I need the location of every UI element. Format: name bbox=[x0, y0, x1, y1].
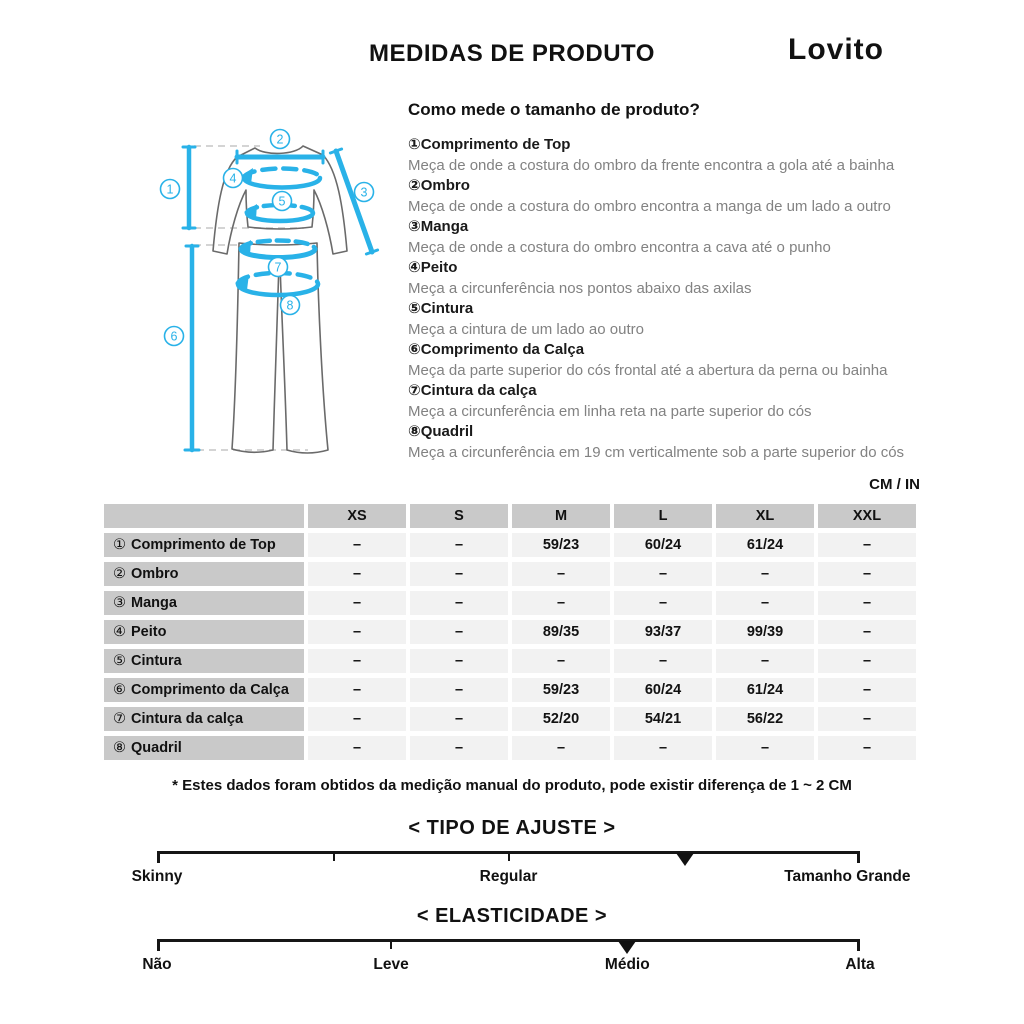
row-label: ② Ombro bbox=[104, 562, 304, 586]
diagram-number-1 bbox=[161, 180, 180, 199]
table-row bbox=[104, 562, 916, 586]
value-cell: – bbox=[308, 678, 406, 702]
measure-desc: Meça a circunferência nos pontos abaixo das axilas bbox=[408, 280, 752, 297]
value-cell: – bbox=[410, 649, 508, 673]
value-cell: 61/24 bbox=[716, 533, 814, 557]
fit-label-skinny: Skinny bbox=[131, 868, 183, 885]
value-cell: 89/35 bbox=[512, 620, 610, 644]
guide-item bbox=[408, 176, 948, 217]
size-table-header-row bbox=[104, 504, 916, 528]
value-cell: – bbox=[818, 736, 916, 760]
value-cell: – bbox=[512, 591, 610, 615]
row-label: ① Comprimento de Top bbox=[104, 533, 304, 557]
svg-text:1: 1 bbox=[166, 182, 174, 197]
diagram-number-5 bbox=[273, 192, 292, 211]
value-cell: – bbox=[818, 707, 916, 731]
value-cell: – bbox=[308, 591, 406, 615]
page-title: MEDIDAS DE PRODUTO bbox=[369, 40, 655, 67]
value-cell: 93/37 bbox=[614, 620, 712, 644]
value-cell: – bbox=[410, 591, 508, 615]
measure-guide bbox=[408, 99, 948, 463]
row-label: ⑦ Cintura da calça bbox=[104, 707, 304, 731]
svg-text:3: 3 bbox=[360, 185, 368, 200]
value-cell: – bbox=[308, 562, 406, 586]
value-cell: – bbox=[410, 678, 508, 702]
measure-line-sleeve bbox=[330, 149, 377, 254]
value-cell: – bbox=[818, 649, 916, 673]
measure-label: ④Peito bbox=[408, 259, 458, 276]
svg-text:8: 8 bbox=[286, 298, 294, 313]
value-cell: – bbox=[614, 736, 712, 760]
elasticity-scale-track bbox=[157, 939, 860, 942]
value-cell: 52/20 bbox=[512, 707, 610, 731]
measure-desc: Meça de onde a costura do ombro da frente encontra a gola até a bainha bbox=[408, 157, 895, 174]
elasticity-scale-endcap-left bbox=[157, 939, 160, 951]
guide-item bbox=[408, 217, 948, 258]
fit-marker-triangle bbox=[676, 853, 694, 866]
guide-item bbox=[408, 381, 948, 422]
value-cell: – bbox=[512, 649, 610, 673]
measure-label: ②Ombro bbox=[408, 177, 470, 194]
svg-text:4: 4 bbox=[229, 171, 237, 186]
fit-scale-tick bbox=[508, 851, 510, 861]
fit-label-tamanho-grande: Tamanho Grande bbox=[784, 868, 911, 885]
elasticity-label-nao: Não bbox=[142, 956, 172, 973]
value-cell: – bbox=[512, 736, 610, 760]
value-cell: – bbox=[410, 736, 508, 760]
measure-label: ⑥Comprimento da Calça bbox=[408, 341, 585, 358]
value-cell: – bbox=[410, 707, 508, 731]
table-row bbox=[104, 707, 916, 731]
value-cell: – bbox=[614, 649, 712, 673]
table-row bbox=[104, 678, 916, 702]
diagram-number-6 bbox=[165, 327, 184, 346]
corner-cell bbox=[104, 504, 304, 528]
value-cell: 99/39 bbox=[716, 620, 814, 644]
measure-label: ①Comprimento de Top bbox=[408, 136, 571, 153]
value-cell: – bbox=[308, 620, 406, 644]
value-cell: – bbox=[716, 649, 814, 673]
svg-text:6: 6 bbox=[170, 329, 178, 344]
measure-desc: Meça de onde a costura do ombro encontra a cava até o punho bbox=[408, 239, 831, 256]
value-cell: 54/21 bbox=[614, 707, 712, 731]
measure-line-pants-length bbox=[185, 246, 199, 450]
value-cell: – bbox=[308, 736, 406, 760]
diagram-number-2 bbox=[271, 130, 290, 149]
row-label: ⑤ Cintura bbox=[104, 649, 304, 673]
measure-ellipse-pants-waist bbox=[238, 240, 315, 258]
diagram-number-8 bbox=[281, 296, 300, 315]
size-table-section bbox=[100, 476, 920, 765]
garment-measure-diagram bbox=[140, 120, 420, 465]
value-cell: 60/24 bbox=[614, 678, 712, 702]
size-col-header: XXL bbox=[818, 504, 916, 528]
guide-item bbox=[408, 422, 948, 463]
size-col-header: M bbox=[512, 504, 610, 528]
measure-line-top-length bbox=[183, 147, 195, 228]
guide-item bbox=[408, 135, 948, 176]
guide-item bbox=[408, 299, 948, 340]
diagram-number-4 bbox=[224, 169, 243, 188]
fit-scale-endcap-right bbox=[857, 851, 860, 863]
fit-scale bbox=[131, 851, 911, 893]
svg-text:2: 2 bbox=[276, 132, 284, 147]
size-col-header: XL bbox=[716, 504, 814, 528]
value-cell: – bbox=[308, 649, 406, 673]
elasticity-scale-tick bbox=[390, 939, 392, 949]
elasticity-scale bbox=[142, 939, 875, 981]
elasticity-scale-endcap-right bbox=[857, 939, 860, 951]
table-row bbox=[104, 591, 916, 615]
measure-ellipse-bust bbox=[239, 168, 320, 188]
guide-item bbox=[408, 340, 948, 381]
table-row bbox=[104, 736, 916, 760]
value-cell: – bbox=[818, 533, 916, 557]
measure-desc: Meça da parte superior do cós frontal até a abertura da perna ou bainha bbox=[408, 362, 888, 379]
value-cell: – bbox=[410, 620, 508, 644]
diagram-number-3 bbox=[355, 183, 374, 202]
elasticity-marker-triangle bbox=[618, 941, 636, 954]
svg-text:5: 5 bbox=[278, 194, 286, 209]
value-cell: 60/24 bbox=[614, 533, 712, 557]
value-cell: – bbox=[818, 562, 916, 586]
measure-label: ⑧Quadril bbox=[408, 423, 474, 440]
size-table bbox=[100, 499, 920, 765]
value-cell: 56/22 bbox=[716, 707, 814, 731]
value-cell: – bbox=[716, 591, 814, 615]
measure-desc: Meça a cintura de um lado ao outro bbox=[408, 321, 644, 338]
value-cell: – bbox=[818, 678, 916, 702]
size-col-header: S bbox=[410, 504, 508, 528]
measure-desc: Meça a circunferência em 19 cm verticalmente sob a parte superior do cós bbox=[408, 444, 905, 461]
elasticity-label-medio: Médio bbox=[604, 956, 650, 973]
value-cell: – bbox=[716, 736, 814, 760]
value-cell: – bbox=[614, 591, 712, 615]
row-label: ⑧ Quadril bbox=[104, 736, 304, 760]
table-row bbox=[104, 649, 916, 673]
svg-text:7: 7 bbox=[274, 260, 282, 275]
measure-desc: Meça a circunferência em linha reta na parte superior do cós bbox=[408, 403, 812, 420]
value-cell: 61/24 bbox=[716, 678, 814, 702]
size-col-header: L bbox=[614, 504, 712, 528]
value-cell: – bbox=[308, 707, 406, 731]
elasticity-scale-title: < ELASTICIDADE > bbox=[416, 905, 608, 927]
row-label: ⑥ Comprimento da Calça bbox=[104, 678, 304, 702]
guide-item bbox=[408, 258, 948, 299]
fit-scale-tick bbox=[333, 851, 335, 861]
elasticity-label-leve: Leve bbox=[373, 956, 409, 973]
measure-label: ③Manga bbox=[408, 218, 469, 235]
fit-scale-endcap-left bbox=[157, 851, 160, 863]
measure-label: ⑤Cintura bbox=[408, 300, 474, 317]
value-cell: – bbox=[818, 620, 916, 644]
table-row bbox=[104, 533, 916, 557]
value-cell: – bbox=[716, 562, 814, 586]
value-cell: 59/23 bbox=[512, 533, 610, 557]
value-cell: – bbox=[410, 562, 508, 586]
value-cell: – bbox=[614, 562, 712, 586]
size-col-header: XS bbox=[308, 504, 406, 528]
brand-logo: Lovito bbox=[788, 33, 884, 66]
value-cell: – bbox=[410, 533, 508, 557]
measure-label: ⑦Cintura da calça bbox=[408, 382, 537, 399]
elasticity-label-alta: Alta bbox=[845, 956, 875, 973]
value-cell: – bbox=[308, 533, 406, 557]
fit-label-regular: Regular bbox=[479, 868, 538, 885]
row-label: ③ Manga bbox=[104, 591, 304, 615]
row-label: ④ Peito bbox=[104, 620, 304, 644]
table-row bbox=[104, 620, 916, 644]
fit-scale-title: < TIPO DE AJUSTE > bbox=[408, 817, 616, 839]
value-cell: – bbox=[818, 591, 916, 615]
measurement-note: * Estes dados foram obtidos da medição manual do produto, pode existir diferença de 1 ~ 2 CM bbox=[172, 777, 852, 794]
value-cell: – bbox=[512, 562, 610, 586]
guide-heading: Como mede o tamanho de produto? bbox=[408, 100, 700, 119]
measure-desc: Meça de onde a costura do ombro encontra a manga de um lado a outro bbox=[408, 198, 891, 215]
unit-label: CM / IN bbox=[869, 476, 920, 493]
diagram-number-7 bbox=[269, 258, 288, 277]
value-cell: 59/23 bbox=[512, 678, 610, 702]
